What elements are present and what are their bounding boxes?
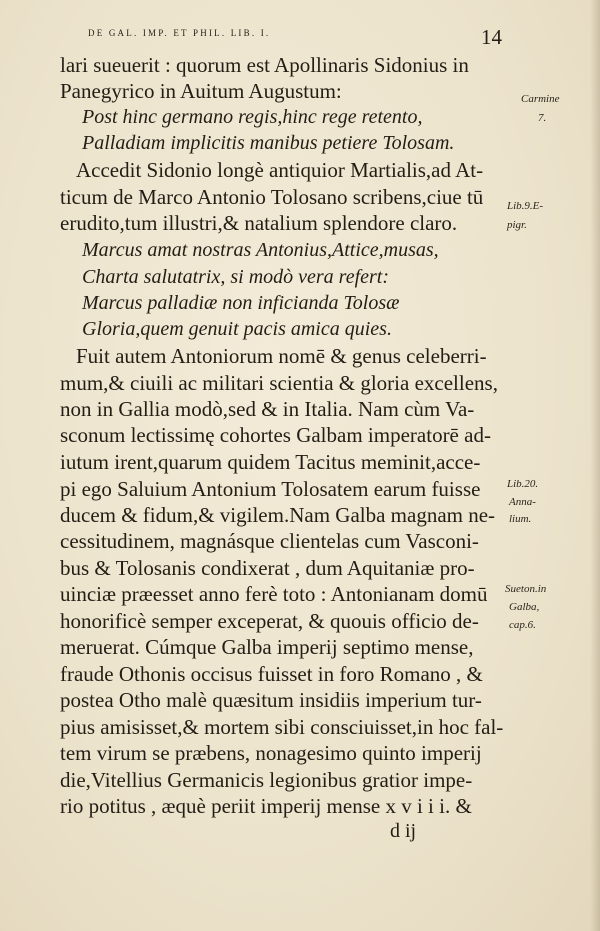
text-line: rio potitus , æquè periit imperij mense x v i i i. & bbox=[60, 794, 472, 818]
margin-note: Anna- bbox=[509, 496, 536, 508]
margin-note: Lib.9.E- bbox=[507, 200, 544, 212]
verse-line: Marcus palladiæ non inficianda Tolosæ bbox=[82, 292, 400, 314]
text-line: ticum de Marco Antonio Tolosano scribens,ciue tū bbox=[60, 185, 484, 209]
verse-line: Charta salutatrix, si modò vera refert: bbox=[82, 266, 390, 288]
verse-line: Gloria,quem genuit pacis amica quies. bbox=[82, 318, 392, 340]
text-line: erudito,tum illustri,& natalium splendore claro. bbox=[60, 211, 458, 235]
page-edge-shadow bbox=[590, 0, 600, 931]
margin-note: Carmine bbox=[521, 93, 560, 105]
text-line: uinciæ præesset anno ferè toto : Antonianam domū bbox=[60, 582, 488, 606]
margin-note: Sueton.in bbox=[505, 583, 547, 595]
page-number: 14 bbox=[481, 25, 502, 49]
verse-line: Palladiam implicitis manibus petiere Tolosam. bbox=[82, 132, 455, 154]
text-line: sconum lectissimę cohortes Galbam imperatorē ad- bbox=[60, 423, 491, 447]
text-line: cessitudinem, magnásque clientelas cum Vasconi- bbox=[60, 529, 479, 553]
text-line: fraude Othonis occisus fuisset in foro Romano , & bbox=[60, 662, 483, 686]
text-line: meruerat. Cúmque Galba imperij septimo mense, bbox=[60, 635, 474, 659]
margin-note: pigr. bbox=[507, 219, 527, 231]
text-line: Accedit Sidonio longè antiquior Martialis,ad At- bbox=[76, 158, 484, 182]
text-line: pi ego Saluium Antonium Tolosatem earum fuisse bbox=[60, 477, 481, 501]
text-line: Fuit autem Antoniorum nomē & genus celeberri- bbox=[76, 344, 487, 368]
margin-note: Lib.20. bbox=[507, 478, 539, 490]
text-line: postea Otho malè quæsitum insidiis imperium tur- bbox=[60, 688, 482, 712]
verse-line: Post hinc germano regis,hinc rege retento, bbox=[82, 106, 423, 128]
text-line: mum,& ciuili ac militari scientia & gloria excellens, bbox=[60, 371, 498, 395]
text-line: iutum irent,quarum quidem Tacitus meminit,acce- bbox=[60, 450, 481, 474]
text-line: Panegyrico in Auitum Augustum: bbox=[60, 79, 342, 103]
text-line: lari sueuerit : quorum est Apollinaris Sidonius in bbox=[60, 53, 469, 77]
text-line: honorificè semper exceperat, & quouis officio de- bbox=[60, 609, 479, 633]
text-line: tem virum se præbens, nonagesimo quinto imperij bbox=[60, 741, 482, 765]
verse-line: Marcus amat nostras Antonius,Attice,musas, bbox=[82, 239, 439, 261]
margin-note: lium. bbox=[509, 513, 532, 525]
text-line: die,Vitellius Germanicis legionibus gratior impe- bbox=[60, 768, 473, 792]
text-line: ducem & fidum,& vigilem.Nam Galba magnam ne- bbox=[60, 503, 496, 527]
margin-note: 7. bbox=[538, 112, 547, 124]
text-line: bus & Tolosanis condixerat , dum Aquitaniæ pro- bbox=[60, 556, 475, 580]
running-title: DE GAL. IMP. ET PHIL. LIB. I. bbox=[88, 28, 271, 38]
text-line: pius amisisset,& mortem sibi consciuisset,in hoc fal- bbox=[60, 715, 504, 739]
margin-note: cap.6. bbox=[509, 619, 536, 631]
text-line: non in Gallia modò,sed & in Italia. Nam cùm Va- bbox=[60, 397, 475, 421]
margin-note: Galba, bbox=[509, 601, 540, 613]
signature-mark: d ij bbox=[390, 820, 417, 842]
